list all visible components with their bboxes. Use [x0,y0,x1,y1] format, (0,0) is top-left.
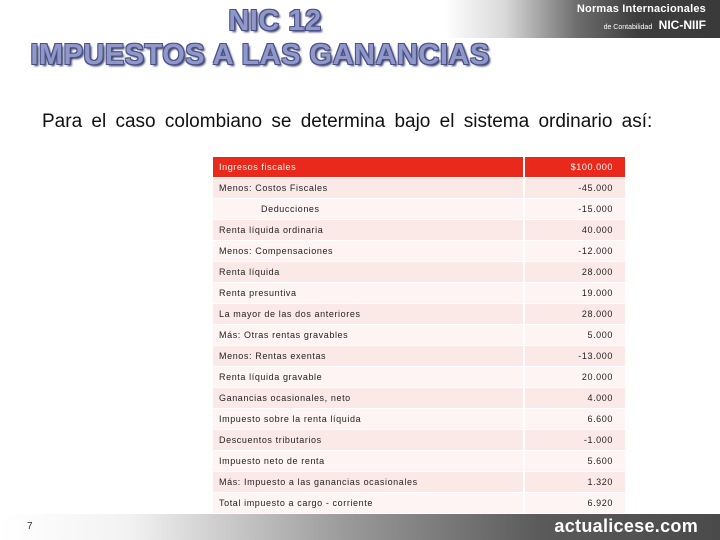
table-row [213,220,626,241]
table-cell-value: -45.000 [524,178,626,199]
table-cell-label: Renta líquida gravable [213,367,524,388]
table-row [213,283,626,304]
table-row [213,304,626,325]
table-cell-value: -1.000 [524,430,626,451]
brand-line-2-bold: NIC-NIIF [658,18,706,32]
table-row [213,451,626,472]
table-row [213,493,626,514]
table-cell-label: Impuesto sobre la renta líquida [213,409,524,430]
brand-logo [577,3,706,34]
page-number: 7 [27,521,33,532]
table-cell-label: Menos: Rentas exentas [213,346,524,367]
table-cell-value: 1.320 [524,472,626,493]
table-cell-label: Impuesto neto de renta [213,451,524,472]
brand-banner [445,0,720,38]
footer-brand-logo: actualicese.com [554,516,698,536]
table-cell-label: Menos: Costos Fiscales [213,178,524,199]
table-cell-value: -15.000 [524,199,626,220]
table-cell-value: 40.000 [524,220,626,241]
table-cell-label: Descuentos tributarios [213,430,524,451]
table-row [213,472,626,493]
table-cell-value: 19.000 [524,283,626,304]
table-cell-value: 6.920 [524,493,626,514]
table-cell-label: Más: Otras rentas gravables [213,325,524,346]
table-cell-label: La mayor de las dos anteriores [213,304,524,325]
table-row [213,178,626,199]
table-cell-value: 5.000 [524,325,626,346]
table-row [213,409,626,430]
table-cell-value: -13.000 [524,346,626,367]
table-row [213,388,626,409]
title-line-1: NIC 12 [228,5,322,37]
table-cell-label: Más: Impuesto a las ganancias ocasionales [213,472,524,493]
table-cell-value: -12.000 [524,241,626,262]
table-cell-value: 28.000 [524,262,626,283]
intro-paragraph: Para el caso colombiano se determina bajo el sistema ordinario así: [42,111,653,132]
table-cell-value: 20.000 [524,367,626,388]
tax-calculation-table [213,157,627,514]
table-cell-value: 28.000 [524,304,626,325]
table-cell-value: 6.600 [524,409,626,430]
slide-title [0,4,520,72]
table-cell-label: Renta líquida [213,262,524,283]
table-cell-label: Total impuesto a cargo - corriente [213,493,524,514]
table-row [213,199,626,220]
brand-line-2-small: de Contabilidad [603,24,653,31]
table-cell-value: $100.000 [524,157,626,178]
table-row [213,367,626,388]
brand-line-1: Normas Internacionales [576,3,706,15]
table-cell-label: Ingresos fiscales [213,157,524,178]
table-row [213,262,626,283]
table-row [213,430,626,451]
table-cell-label: Renta presuntiva [213,283,524,304]
table-row [213,346,626,367]
table-cell-value: 5.600 [524,451,626,472]
table-row [213,241,626,262]
table-cell-value: 4.000 [524,388,626,409]
table-cell-label: Menos: Compensaciones [213,241,524,262]
table-cell-label: Ganancias ocasionales, neto [213,388,524,409]
table-cell-label: Deducciones [213,199,524,220]
title-line-2: IMPUESTOS A LAS GANANCIAS [30,39,490,71]
table-cell-label: Renta líquida ordinaria [213,220,524,241]
table-row [213,325,626,346]
table-header-row [213,157,626,178]
